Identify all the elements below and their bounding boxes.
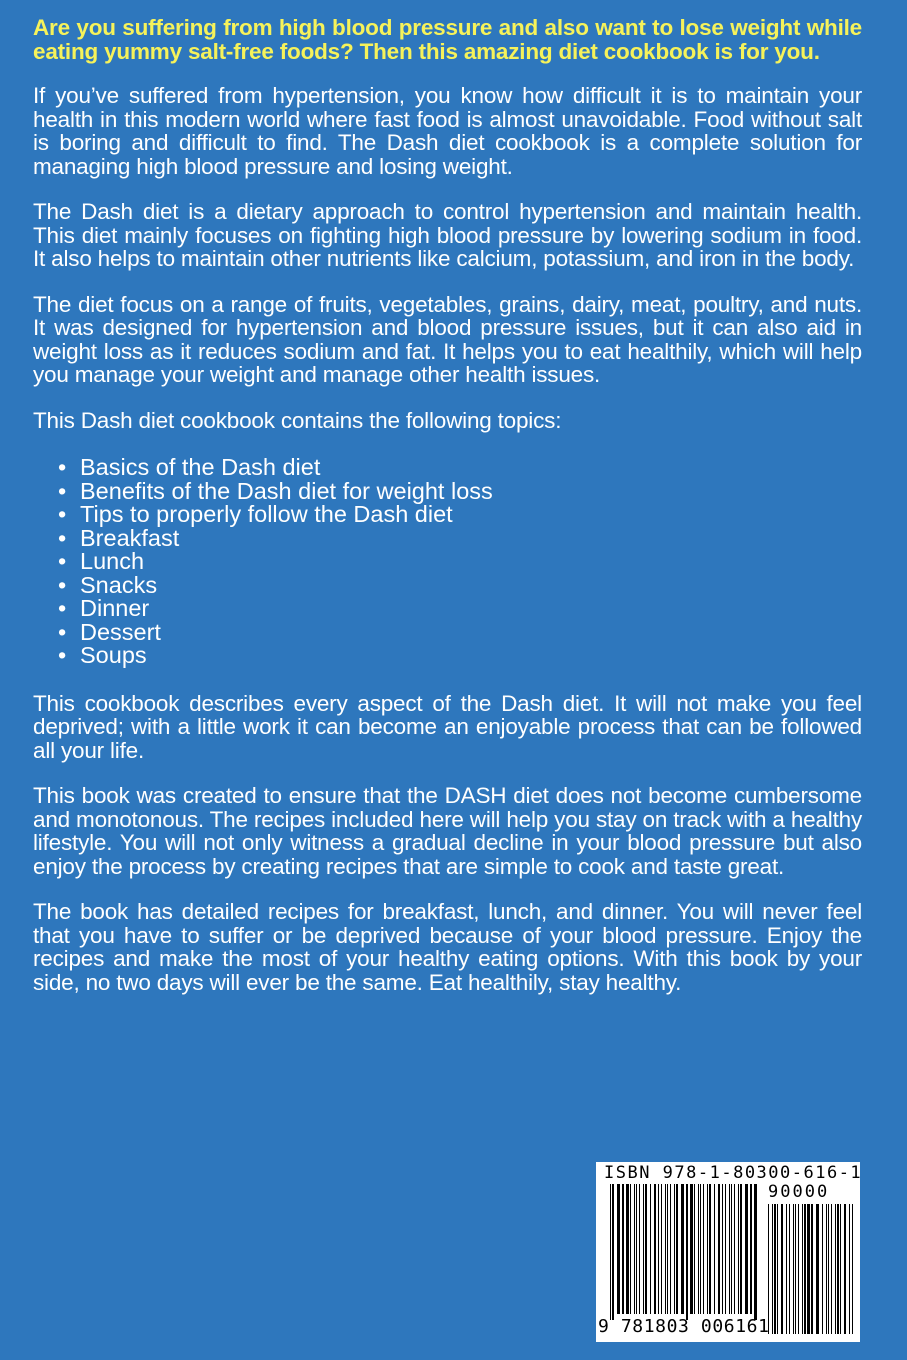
barcode-bar — [822, 1204, 823, 1334]
barcode-bar — [645, 1184, 647, 1314]
barcode-bar — [674, 1184, 675, 1314]
back-cover-text — [33, 16, 862, 1016]
paragraph-detailed-recipes: The book has detailed recipes for breakfast, lunch, and dinner. You will never feel that you have to suffer or be deprived because of your blood pressure. Enjoy the recipes and make the most of your healthy eating options. With this book by your side, no two days will ever be the same. Eat healthily, stay healthy. — [33, 899, 862, 995]
list-item: • Dessert — [58, 621, 862, 645]
list-item: • Lunch — [58, 550, 862, 574]
barcode-bar — [828, 1204, 829, 1334]
barcode-bar — [781, 1204, 783, 1334]
barcode-bar — [690, 1184, 693, 1314]
barcode-bar — [617, 1184, 620, 1314]
barcode-bar — [844, 1204, 846, 1334]
barcode-bar — [750, 1184, 752, 1314]
barcode-bar — [626, 1184, 629, 1314]
ean-number: 9 781803 006161 — [598, 1316, 770, 1337]
paragraph-dash-definition: The Dash diet is a dietary approach to control hypertension and maintain health. This diet mainly focuses on fighting high blood pressure by lowering sodium in food. It also helps to maintain other nutrients like calcium, potassium, and iron in the body. — [33, 199, 862, 271]
barcode-bar — [772, 1204, 773, 1334]
barcode-bar — [667, 1184, 668, 1314]
barcode-bar — [654, 1184, 656, 1314]
barcode-bar — [826, 1204, 827, 1334]
paragraph-every-aspect: This cookbook describes every aspect of the Dash diet. It will not make you feel deprived; with a little work it can become an enjoyable process that can be followed all your life. — [33, 690, 862, 763]
barcode-bar — [681, 1184, 684, 1314]
barcode-bar — [789, 1204, 790, 1334]
barcode-bar — [731, 1184, 732, 1314]
barcode-bar — [734, 1184, 735, 1314]
barcode-bar — [665, 1184, 666, 1314]
paragraph-book-created: This book was created to ensure that the DASH diet does not become cumbersome and monotonous. The recipes included here will help you stay on track with a healthy lifestyle. You will not only witness a gradual decline in your blood pressure but also enjoy the process by creating recipes that are simple to cook and taste great. — [33, 783, 862, 879]
barcode-bar — [738, 1184, 739, 1314]
barcode-bar — [634, 1184, 635, 1314]
barcode-bar — [754, 1184, 757, 1320]
barcode-bar — [698, 1184, 699, 1314]
isbn-barcode — [596, 1162, 863, 1342]
barcode-bar — [849, 1204, 850, 1334]
barcode-bar — [686, 1184, 688, 1320]
list-item: • Breakfast — [58, 527, 862, 551]
barcode-bar — [786, 1204, 787, 1334]
isbn-number: ISBN 978-1-80300-616-1 — [604, 1163, 863, 1183]
barcode-bar — [703, 1184, 704, 1314]
barcode-bar — [714, 1184, 715, 1314]
barcode-bar — [610, 1184, 611, 1320]
barcode-bar — [777, 1204, 778, 1334]
barcode-bar — [676, 1184, 678, 1314]
barcode-bar — [811, 1204, 813, 1334]
barcode-bar — [639, 1184, 640, 1314]
barcode-bar — [768, 1204, 769, 1334]
barcode-bar — [718, 1184, 720, 1314]
barcode-bar — [793, 1204, 794, 1334]
barcode-bar — [852, 1204, 853, 1334]
barcode-bar — [729, 1184, 730, 1314]
barcode-bar — [807, 1204, 810, 1334]
topics-list — [33, 456, 862, 668]
list-item: • Snacks — [58, 574, 862, 598]
barcode-bar — [700, 1184, 701, 1314]
barcode-bar — [670, 1184, 671, 1314]
barcode-bar — [661, 1184, 662, 1314]
list-item: • Soups — [58, 644, 862, 668]
price-code: 90000 — [768, 1182, 830, 1202]
barcode-bar — [630, 1184, 631, 1314]
barcode-bar — [636, 1184, 637, 1314]
barcode-bar — [798, 1204, 799, 1334]
barcode-bar — [707, 1184, 708, 1314]
topics-intro: This Dash diet cookbook contains the following topics: — [33, 407, 562, 433]
barcode-bar — [837, 1204, 839, 1334]
barcode-bar — [804, 1204, 806, 1334]
list-item: • Dinner — [58, 597, 862, 621]
barcode-bar — [709, 1184, 711, 1314]
barcode-bar — [840, 1204, 841, 1334]
barcode-bar — [802, 1204, 803, 1334]
barcode-bar — [740, 1184, 742, 1314]
list-item: • Basics of the Dash diet — [58, 456, 862, 480]
barcode-bar — [745, 1184, 748, 1314]
barcode-bar — [816, 1204, 819, 1334]
barcode-bar — [725, 1184, 726, 1314]
barcode-bar — [694, 1184, 695, 1314]
barcode-bar — [774, 1204, 776, 1334]
barcode-bar — [795, 1204, 796, 1334]
barcode-bar — [643, 1184, 644, 1314]
barcode-bar — [612, 1184, 614, 1320]
paragraph-hypertension: If you’ve suffered from hypertension, you know how difficult it is to maintain your health in this modern world where fast food is almost unavoidable. Food without salt is boring and difficult to find. The Dash diet cookbook is a complete solution for managing high blood pressure and losing weight. — [33, 83, 862, 179]
intro-paragraph: Are you suffering from high blood pressure and also want to lose weight while eating yummy salt-free foods? Then this amazing diet cookbook is for you. — [33, 15, 862, 64]
list-item: • Benefits of the Dash diet for weight loss — [58, 480, 862, 504]
barcode-bar — [650, 1184, 651, 1314]
paragraph-diet-focus: The diet focus on a range of fruits, vegetables, grains, dairy, meat, poultry, and nuts. It was designed for hypertension and blood pressure issues, but it can also aid in weight loss as it reduces sodium and fat. It helps you to eat healthily, which will help you manage your weight and manage other health issues. — [33, 291, 862, 387]
barcode-bar — [622, 1184, 624, 1314]
barcode-bar — [835, 1204, 836, 1334]
barcode-bar — [722, 1184, 723, 1314]
barcode-bar — [831, 1204, 832, 1334]
barcode-bar — [658, 1184, 659, 1314]
list-item: • Tips to properly follow the Dash diet — [58, 503, 862, 527]
